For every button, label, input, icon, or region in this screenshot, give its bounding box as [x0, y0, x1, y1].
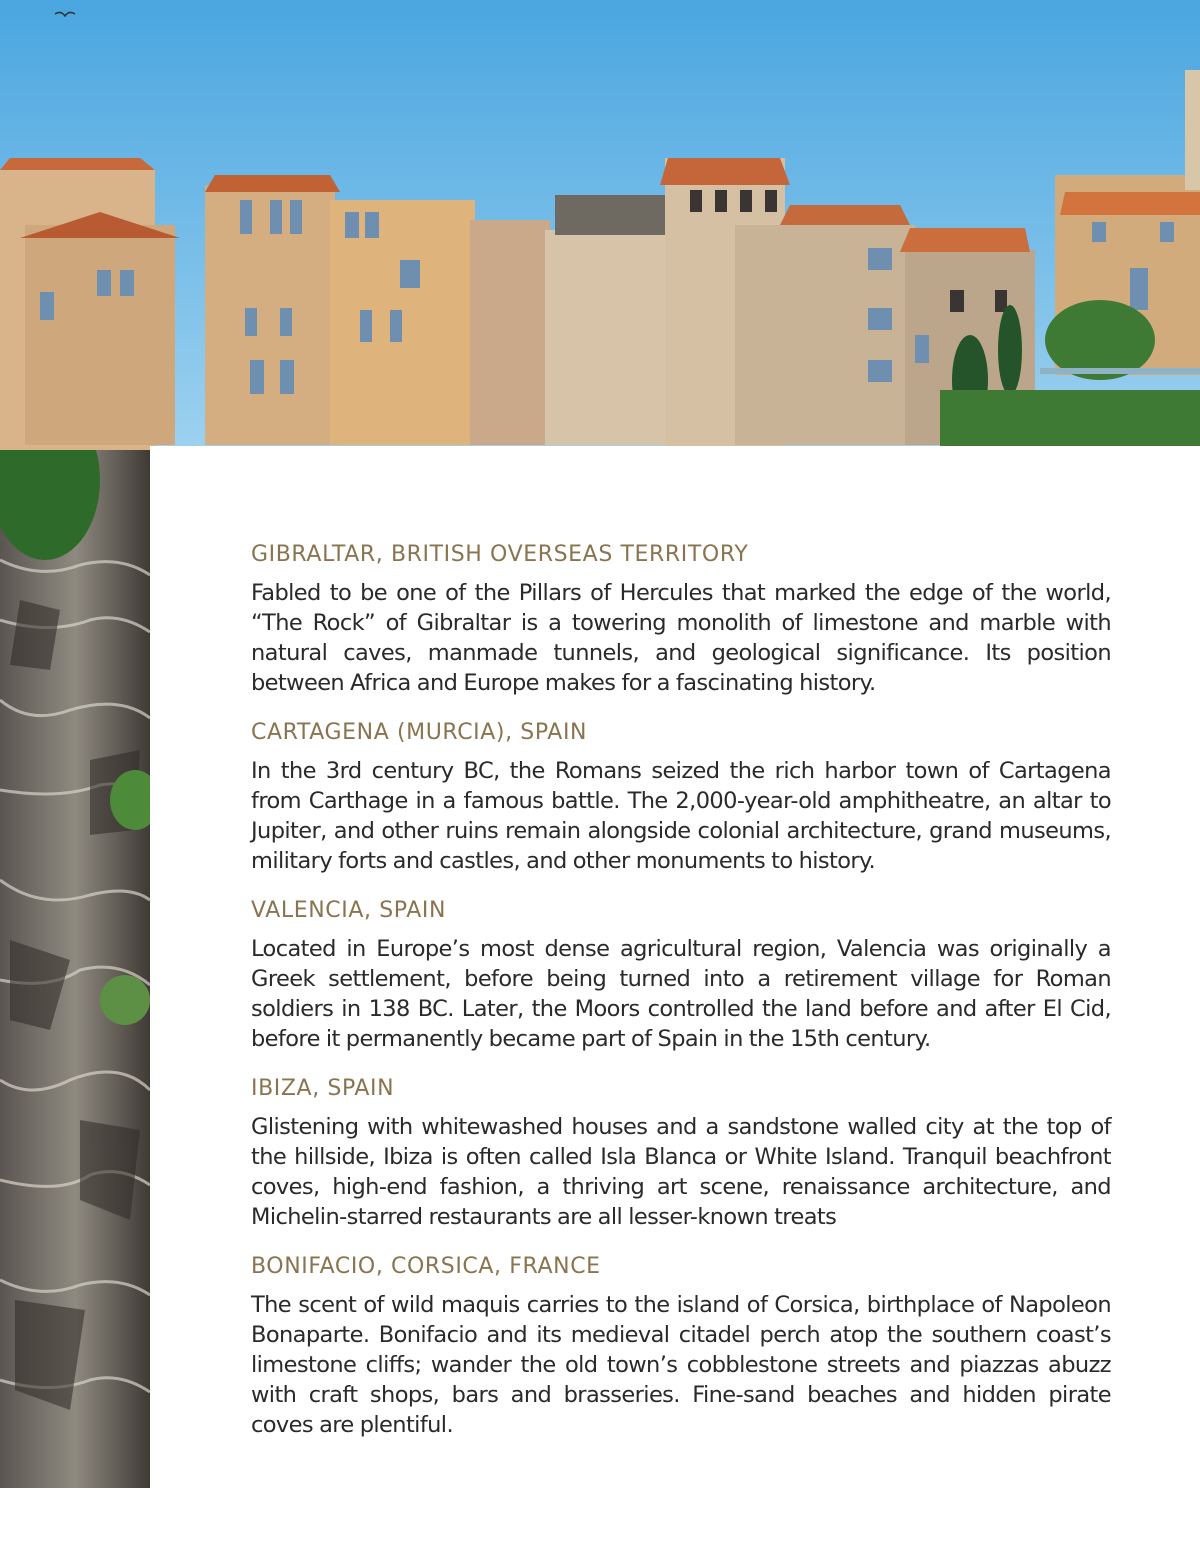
destination-title: IBIZA, SPAIN: [251, 1076, 395, 1101]
destination-valencia: [251, 896, 1111, 1054]
destination-cartagena: [251, 718, 1111, 876]
destination-title: GIBRALTAR, BRITISH OVERSEAS TERRITORY: [251, 542, 749, 567]
destination-description: Glistening with whitewashed houses and a sandstone walled city at the top of the hillside, Ibiza is often called Isla Blanca or White Island. Tranquil beachfront coves, high-end fashion, a thriving art scene, renaissance architecture, and Michelin-starred restaurants are all lesser-known treats: [251, 1114, 1111, 1230]
destination-ibiza: [251, 1074, 1111, 1232]
destination-description: Fabled to be one of the Pillars of Hercules that marked the edge of the world, “The Rock” of Gibraltar is a towering monolith of limestone and marble with natural caves, manmade tunnels, and geological significance. Its position between Africa and Europe makes for a fascinating history.: [251, 580, 1111, 696]
destination-title: VALENCIA, SPAIN: [251, 898, 447, 923]
destination-description: Located in Europe’s most dense agricultural region, Valencia was originally a Greek settlement, before being turned into a retirement village for Roman soldiers in 138 BC. Later, the Moors controlled the land before and after El Cid, before it permanently became part of Spain in the 15th century.: [251, 936, 1111, 1052]
destination-title: BONIFACIO, CORSICA, FRANCE: [251, 1254, 601, 1279]
page-bottom-margin: [0, 1488, 1200, 1558]
destination-gibraltar: [251, 540, 1111, 698]
destination-title: CARTAGENA (MURCIA), SPAIN: [251, 720, 588, 745]
destinations-list: [251, 540, 1111, 1460]
destination-description: The scent of wild maquis carries to the island of Corsica, birthplace of Napoleon Bonaparte. Bonifacio and its medieval citadel perch atop the southern coast’s limestone cliffs; wander the old town’s cobblestone streets and piazzas abuzz with craft shops, bars and brasseries. Fine-sand beaches and hidden pirate coves are plentiful.: [251, 1292, 1111, 1438]
destination-bonifacio: [251, 1252, 1111, 1440]
destination-description: In the 3rd century BC, the Romans seized the rich harbor town of Cartagena from Carthage in a famous battle. The 2,000-year-old amphitheatre, an altar to Jupiter, and other ruins remain alongside colonial architecture, grand museums, military forts and castles, and other monuments to history.: [251, 758, 1111, 874]
